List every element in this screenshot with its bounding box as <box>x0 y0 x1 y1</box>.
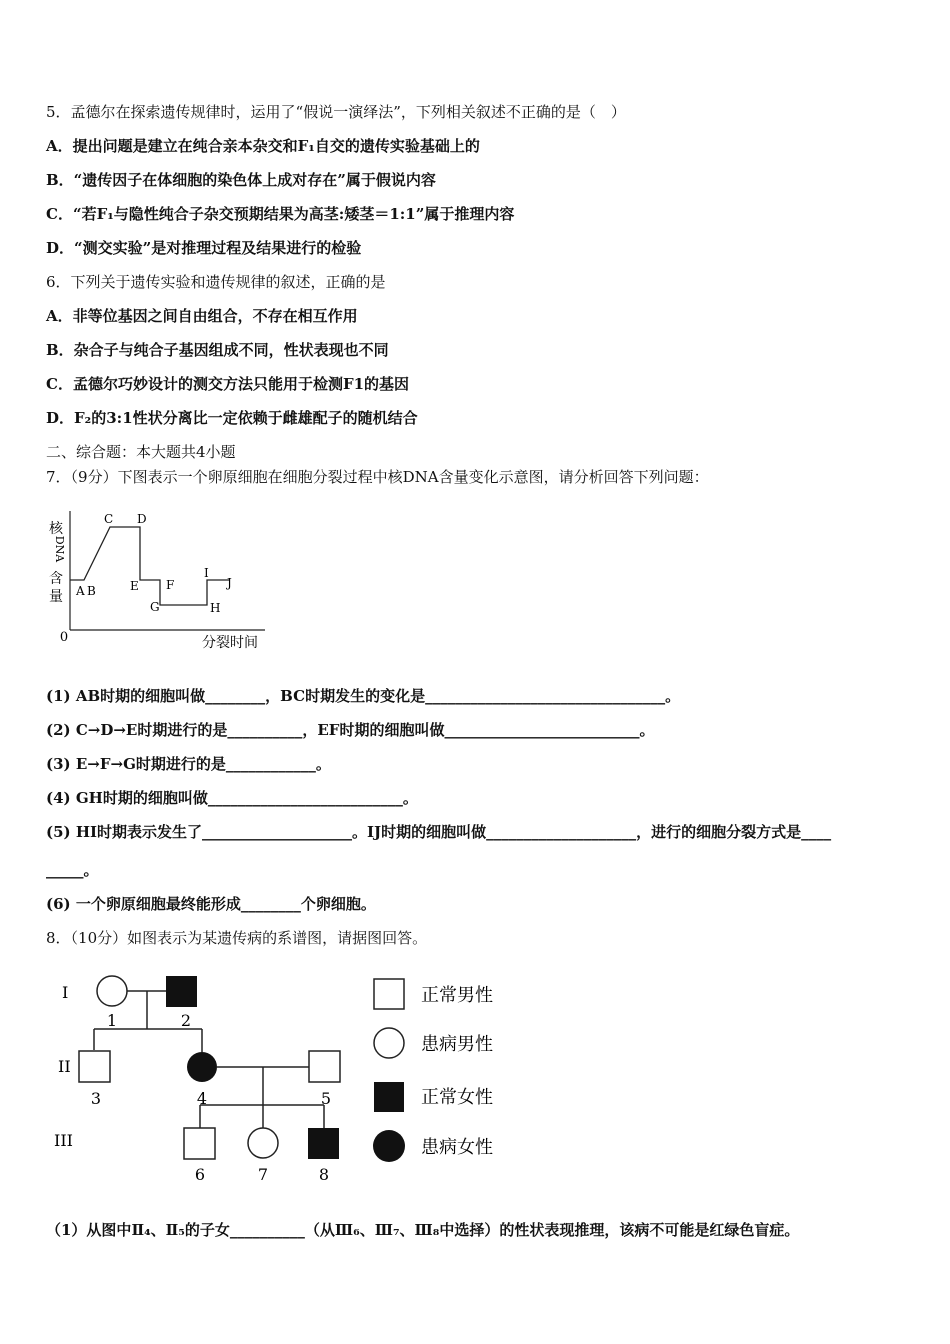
section-heading: 二、综合题：本大题共4小题 <box>46 443 236 461</box>
q6-option-b: B．杂合子与纯合子基因组成不同，性状表现也不同 <box>46 341 389 359</box>
chart-label-g: G <box>150 600 160 614</box>
chart-ylabel-4: 量 <box>49 589 63 605</box>
individual-III8 <box>308 1128 339 1159</box>
q7-part-4: (4) GH时期的细胞叫做__________________________。 <box>46 789 418 807</box>
q8-stem: 8．（10分）如图表示为某遗传病的系谱图，请据图回答。 <box>46 929 428 947</box>
legend-normal-male: 正常男性 <box>421 985 493 1006</box>
q5-option-c: C．“若F₁与隐性纯合子杂交预期结果为高茎:矮茎＝1:1”属于推理内容 <box>46 205 515 223</box>
individual-I2 <box>166 976 197 1007</box>
gen-label-3: III <box>54 1131 73 1150</box>
pedigree-chart <box>46 962 526 1192</box>
id-5: 5 <box>320 1089 332 1108</box>
id-1: 1 <box>106 1011 118 1030</box>
legend-affected-female-icon <box>373 1130 405 1162</box>
id-3: 3 <box>90 1089 102 1108</box>
q5-option-a: A．提出问题是建立在纯合亲本杂交和F₁自交的遗传实验基础上的 <box>46 137 480 155</box>
individual-III6 <box>184 1128 215 1159</box>
chart-label-j: J <box>227 576 232 590</box>
q7-part-6: (6) 一个卵原细胞最终能形成________个卵细胞。 <box>46 895 376 913</box>
id-6: 6 <box>194 1165 206 1184</box>
chart-ylabel-1: 核 <box>49 521 63 537</box>
gen-label-2: II <box>58 1057 71 1076</box>
id-4: 4 <box>196 1089 208 1108</box>
q5-option-d: D．“测交实验”是对推理过程及结果进行的检验 <box>46 239 362 257</box>
chart-label-d: D <box>137 512 147 526</box>
id-8: 8 <box>318 1165 330 1184</box>
q7-part-5: (5) HI时期表示发生了____________________。IJ时期的细胞叫做____________________，进行的细胞分裂方式是____ <box>46 823 832 841</box>
q6-stem: 6．下列关于遗传实验和遗传规律的叙述，正确的是 <box>46 273 386 291</box>
id-7: 7 <box>257 1165 269 1184</box>
q6-option-d: D．F₂的3:1性状分离比一定依赖于雌雄配子的随机结合 <box>46 409 418 427</box>
chart-label-c: C <box>104 512 114 526</box>
q8-part-1: （1）从图中Ⅱ₄、Ⅱ₅的子女__________（从Ⅲ₆、Ⅲ₇、Ⅲ₈中选择）的性状表现推理，该病不可能是红绿色盲症。 <box>46 1221 800 1239</box>
q5-option-b: B．“遗传因子在体细胞的染色体上成对存在”属于假说内容 <box>46 171 436 189</box>
legend-affected-male-icon <box>374 1028 404 1058</box>
chart-origin: 0 <box>59 630 69 645</box>
chart-ylabel-2: DNA <box>53 535 66 563</box>
dna-content-chart <box>40 505 280 655</box>
q6-option-a: A．非等位基因之间自由组合，不存在相互作用 <box>46 307 358 325</box>
chart-label-f: F <box>166 578 175 592</box>
chart-label-b: B <box>87 584 96 598</box>
chart-label-a: A <box>76 584 85 598</box>
chart-label-i: I <box>204 566 209 580</box>
gen-label-1: I <box>62 983 69 1002</box>
legend-normal-female: 正常女性 <box>421 1087 493 1108</box>
chart-label-h: H <box>210 601 221 615</box>
chart-ylabel-3: 含 <box>49 571 63 587</box>
q7-part-2: (2) C→D→E时期进行的是__________，EF时期的细胞叫做__________________________。 <box>46 721 655 739</box>
individual-II4 <box>187 1052 217 1082</box>
chart-xlabel: 分裂时间 <box>202 635 258 651</box>
q7-part-1: (1) AB时期的细胞叫做________，BC时期发生的变化是________________________________。 <box>46 687 681 705</box>
legend-affected-male: 患病男性 <box>421 1034 493 1055</box>
chart-label-e: E <box>130 579 139 593</box>
q6-option-c: C．孟德尔巧妙设计的测交方法只能用于检测F1的基因 <box>46 375 410 393</box>
legend-normal-female-icon <box>374 1082 404 1112</box>
id-2: 2 <box>180 1011 192 1030</box>
legend-normal-male-icon <box>374 979 404 1009</box>
individual-II3 <box>79 1051 110 1082</box>
individual-III7 <box>248 1128 278 1158</box>
legend-affected-female: 患病女性 <box>421 1137 493 1158</box>
q7-part-5-cont: _____。 <box>46 861 99 879</box>
q5-stem: 5．孟德尔在探索遗传规律时，运用了“假说一演绎法”，下列相关叙述不正确的是（ ） <box>46 103 626 121</box>
individual-I1 <box>97 976 127 1006</box>
q7-part-3: (3) E→F→G时期进行的是____________。 <box>46 755 331 773</box>
individual-II5 <box>309 1051 340 1082</box>
q7-stem: 7．（9分）下图表示一个卵原细胞在细胞分裂过程中核DNA含量变化示意图，请分析回答下列问题： <box>46 468 709 486</box>
